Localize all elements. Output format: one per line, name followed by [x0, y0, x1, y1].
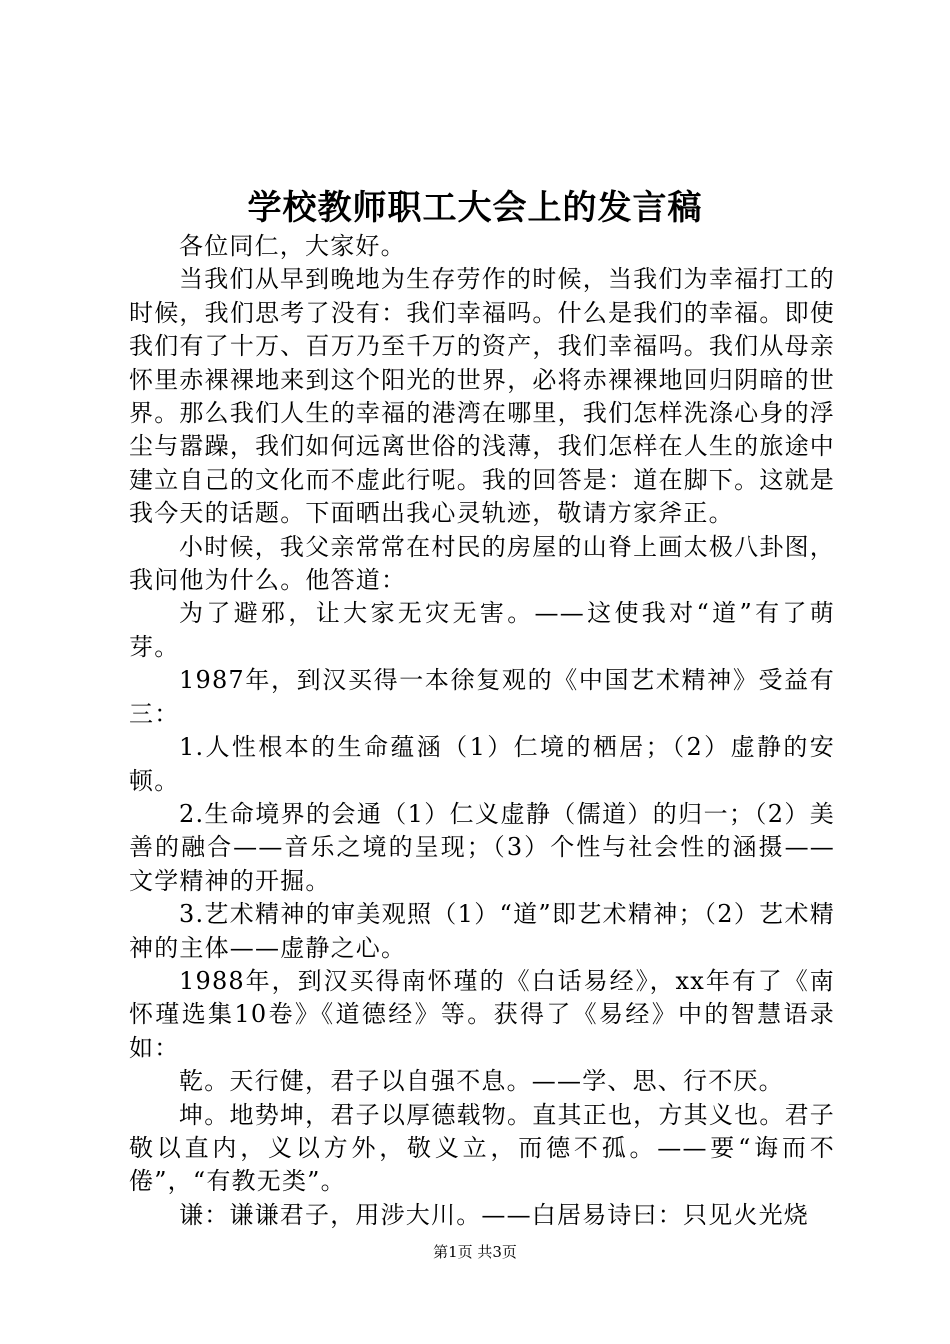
paragraph: 1.人性根本的生命蕴涵（1）仁境的栖居；（2）虚静的安顿。: [129, 733, 835, 795]
paragraph: 乾。天行健，君子以自强不息。——学、思、行不厌。: [179, 1067, 784, 1096]
paragraph: 1987年，到汉买得一本徐复观的《中国艺术精神》受益有三：: [129, 666, 835, 728]
paragraph: 坤。地势坤，君子以厚德载物。直其正也，方其义也。君子敬以直内，义以方外，敬义立，而德不孤。——要“诲而不倦”，“有教无类”。: [129, 1100, 835, 1196]
paragraph: 2.生命境界的会通（1）仁义虚静（儒道）的归一；（2）美善的融合——音乐之境的呈现；（3）个性与社会性的涵摄——文学精神的开掘。: [129, 799, 835, 895]
paragraph: 各位同仁，大家好。: [179, 232, 406, 260]
paragraph: 3.艺术精神的审美观照（1）“道”即艺术精神；（2）艺术精神的主体——虚静之心。: [129, 900, 835, 962]
page-number-footer: 第1页 共3页: [433, 1243, 517, 1261]
paragraph: 谦：谦谦君子，用涉大川。——白居易诗曰：只见火光烧: [179, 1200, 809, 1229]
paragraph: 当我们从早到晚地为生存劳作的时候，当我们为幸福打工的时候，我们思考了没有：我们幸福吗。什么是我们的幸福。即使我们有了十万、百万乃至千万的资产，我们幸福吗。我们从母亲怀里赤裸裸地来到这个阳光的世界，必将赤裸裸地回归阴暗的世界。那么我们人生的幸福的港湾在哪里，我们怎样洗涤心身的浮尘与嚣躁，我们如何远离世俗的浅薄，我们怎样在人生的旅途中建立自己的文化而不虚此行呢。我的回答是：道在脚下。这就是我今天的话题。下面晒出我心灵轨迹，敬请方家斧正。: [129, 265, 835, 528]
document-title: 学校教师职工大会上的发言稿: [247, 188, 703, 228]
paragraph: 为了避邪，让大家无灾无害。——这使我对“道”有了萌芽。: [129, 599, 835, 661]
paragraph: 1988年，到汉买得南怀瑾的《白话易经》，xx年有了《南怀瑾选集10卷》《道德经》等。获得了《易经》中的智慧语录如：: [129, 966, 835, 1062]
paragraph: 小时候，我父亲常常在村民的房屋的山脊上画太极八卦图，我问他为什么。他答道：: [129, 532, 835, 595]
document-body: [129, 230, 835, 1232]
